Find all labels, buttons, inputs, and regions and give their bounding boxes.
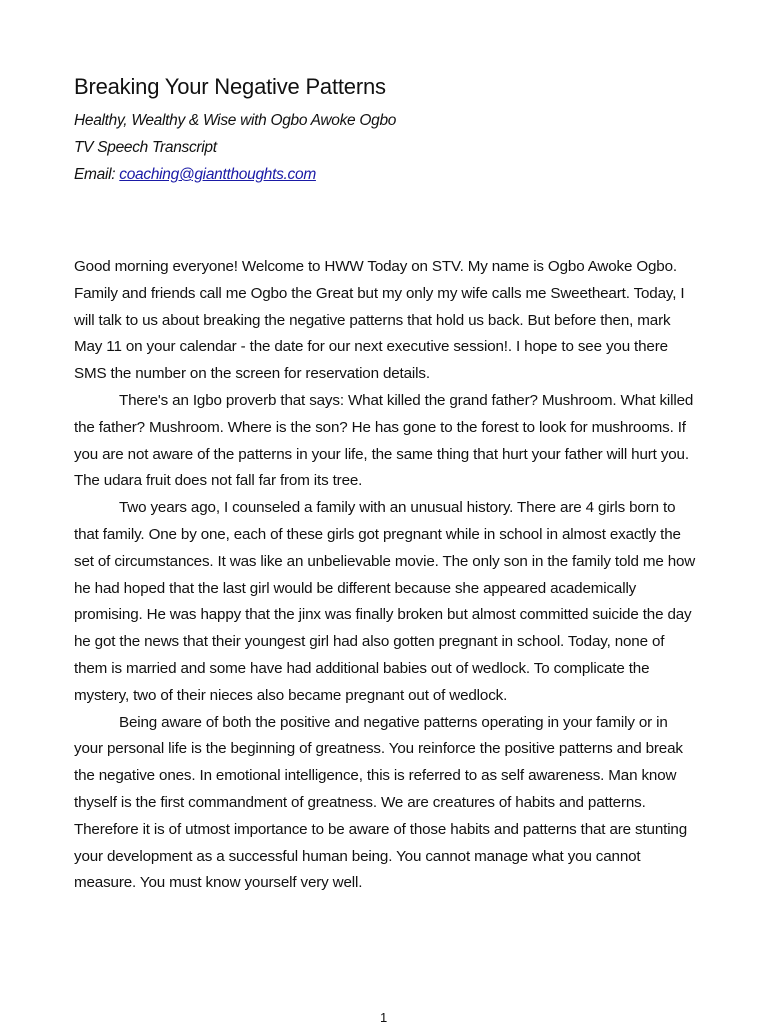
email-label: Email:	[74, 166, 120, 183]
subtitle-transcript-label: TV Speech Transcript	[74, 139, 217, 156]
paragraph-proverb: There's an Igbo proverb that says: What killed the grand father? Mushroom. What killed the father? Mushroom. Where is the son? He has gone to the forest to look for mushrooms. If you are not aware of the patterns in your life, the same thing that hurt your father will hurt you. The udara fruit does not fall far from its tree.	[74, 391, 694, 490]
email-link[interactable]: coaching@giantthoughts.com	[119, 166, 316, 183]
paragraph-family-story: Two years ago, I counseled a family with an unusual history. There are 4 girls born to that family. One by one, each of these girls got pregnant while in school in almost exactly the set of circumstances. It was like an unbelievable movie. The only son in the family told me how he had hoped that the last girl would be different because she appeared academically promising. He was happy that the jinx was finally broken but almost committed suicide the day he got the news that their youngest girl had also gotten pregnant in school. Today, none of them is married and some have had additional babies out of wedlock. To complicate the mystery, two of their nieces also became pregnant out of wedlock.	[74, 499, 696, 704]
page-number: 1	[380, 1010, 388, 1025]
document-title: Breaking Your Negative Patterns	[74, 74, 386, 99]
paragraph-awareness: Being aware of both the positive and negative patterns operating in your family or in your personal life is the beginning of greatness. You reinforce the positive patterns and break the negative ones. In emotional intelligence, this is referred to as self awareness. Man know thyself is the first commandment of greatness. We are creatures of habits and patterns. Therefore it is of utmost importance to be aware of those habits and patterns that are stunting your development as a successful human being. You cannot manage what you cannot measure. You must know yourself very well.	[74, 713, 688, 892]
paragraph-intro: Good morning everyone! Welcome to HWW Today on STV. My name is Ogbo Awoke Ogbo. Family and friends call me Ogbo the Great but my only my wife calls me Sweetheart. Today, I will talk to us about breaking the negative patterns that hold us back. But before then, mark May 11 on your calendar - the date for our next executive session!. I hope to see you there SMS the number on the screen for reservation details.	[74, 258, 685, 383]
subtitle-show-name: Healthy, Wealthy & Wise with Ogbo Awoke Ogbo	[74, 112, 397, 129]
email-line	[74, 166, 316, 184]
transcript-body	[74, 254, 700, 897]
